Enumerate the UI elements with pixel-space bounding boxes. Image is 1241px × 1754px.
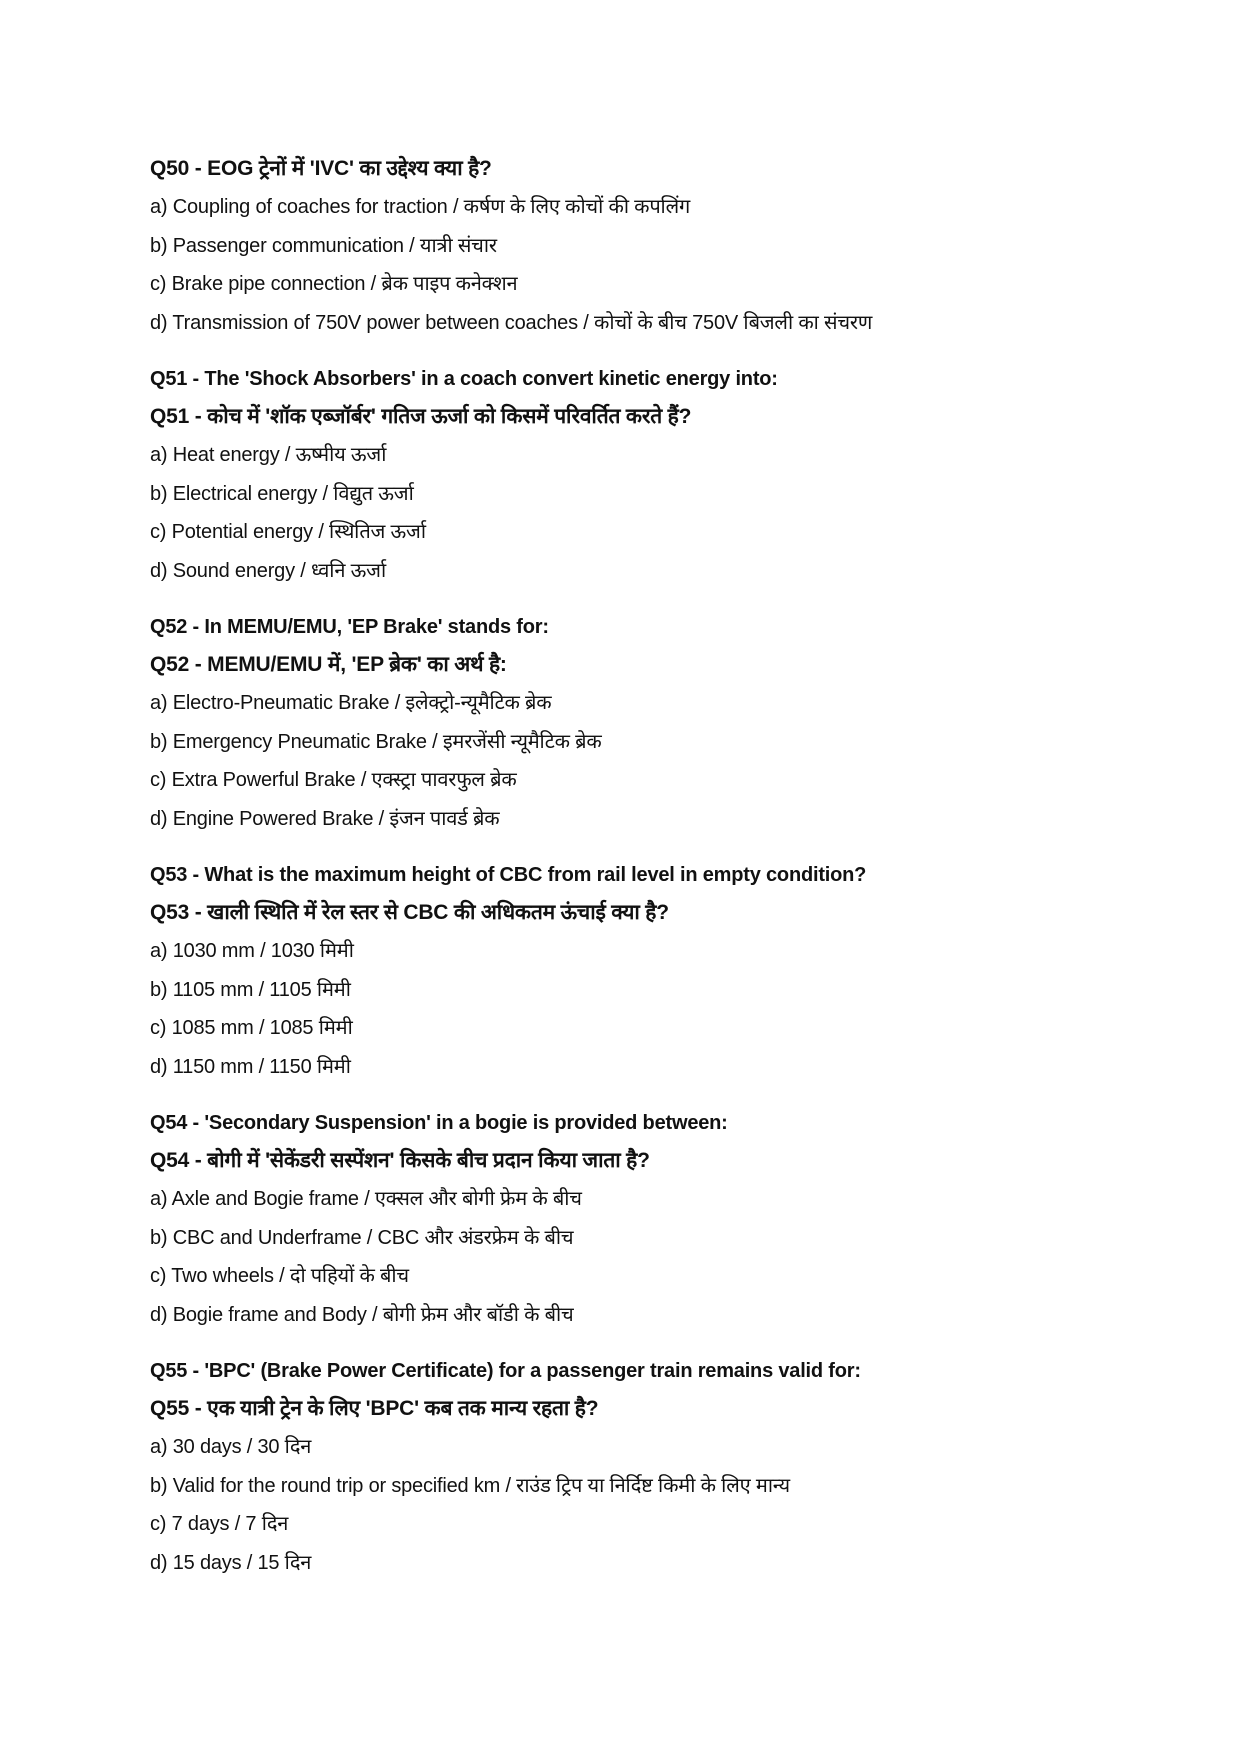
spacer bbox=[150, 1334, 1110, 1352]
document-page bbox=[150, 150, 1110, 1582]
question-text-english: Q55 - 'BPC' (Brake Power Certificate) for a passenger train remains valid for: bbox=[150, 1360, 861, 1382]
spacer bbox=[150, 590, 1110, 608]
option-a: a) Axle and Bogie frame / एक्सल और बोगी फ्रेम के बीच bbox=[150, 1188, 582, 1210]
question-q55 bbox=[150, 1352, 1110, 1582]
option-d: d) Transmission of 750V power between coaches / कोचों के बीच 750V बिजली का संचरण bbox=[150, 311, 873, 334]
option-a: a) 1030 mm / 1030 मिमी bbox=[150, 940, 354, 962]
question-q52 bbox=[150, 608, 1110, 838]
question-q54 bbox=[150, 1104, 1110, 1334]
question-text-hindi: Q51 - कोच में 'शॉक एब्जॉर्बर' गतिज ऊर्जा को किसमें परिवर्तित करते हैं? bbox=[150, 405, 692, 428]
option-b: b) Passenger communication / यात्री संचार bbox=[150, 234, 497, 257]
option-d: d) Engine Powered Brake / इंजन पावर्ड ब्रेक bbox=[150, 807, 500, 830]
option-c: c) 7 days / 7 दिन bbox=[150, 1513, 289, 1535]
question-q51 bbox=[150, 360, 1110, 590]
spacer bbox=[150, 1086, 1110, 1104]
option-a: a) Coupling of coaches for traction / कर्षण के लिए कोचों की कपलिंग bbox=[150, 196, 691, 218]
option-c: c) Extra Powerful Brake / एक्स्ट्रा पावरफुल ब्रेक bbox=[150, 769, 517, 791]
option-a: a) Heat energy / ऊष्मीय ऊर्जा bbox=[150, 444, 387, 466]
option-d: d) Sound energy / ध्वनि ऊर्जा bbox=[150, 559, 386, 582]
option-c: c) Two wheels / दो पहियों के बीच bbox=[150, 1265, 409, 1287]
question-text-english: Q51 - The 'Shock Absorbers' in a coach convert kinetic energy into: bbox=[150, 368, 778, 390]
question-text-english: Q53 - What is the maximum height of CBC from rail level in empty condition? bbox=[150, 864, 867, 886]
option-a: a) 30 days / 30 दिन bbox=[150, 1436, 312, 1458]
question-text-hindi: Q53 - खाली स्थिति में रेल स्तर से CBC की अधिकतम ऊंचाई क्या है? bbox=[150, 901, 669, 924]
option-b: b) 1105 mm / 1105 मिमी bbox=[150, 978, 351, 1001]
question-q53 bbox=[150, 856, 1110, 1086]
question-text-hindi: Q55 - एक यात्री ट्रेन के लिए 'BPC' कब तक मान्य रहता है? bbox=[150, 1397, 599, 1420]
option-c: c) 1085 mm / 1085 मिमी bbox=[150, 1017, 353, 1039]
option-b: b) Valid for the round trip or specified km / राउंड ट्रिप या निर्दिष्ट किमी के लिए मान्य bbox=[150, 1474, 790, 1497]
option-b: b) CBC and Underframe / CBC और अंडरफ्रेम के बीच bbox=[150, 1226, 574, 1249]
question-text-hindi: Q52 - MEMU/EMU में, 'EP ब्रेक' का अर्थ है: bbox=[150, 653, 507, 676]
spacer bbox=[150, 838, 1110, 856]
question-q50 bbox=[150, 150, 1110, 342]
option-d: d) 15 days / 15 दिन bbox=[150, 1551, 312, 1574]
question-text-hindi: Q54 - बोगी में 'सेकेंडरी सस्पेंशन' किसके बीच प्रदान किया जाता है? bbox=[150, 1149, 650, 1172]
option-a: a) Electro-Pneumatic Brake / इलेक्ट्रो-न्यूमैटिक ब्रेक bbox=[150, 692, 552, 714]
question-text-hindi: Q50 - EOG ट्रेनों में 'IVC' का उद्देश्य क्या है? bbox=[150, 157, 492, 180]
option-b: b) Electrical energy / विद्युत ऊर्जा bbox=[150, 482, 414, 505]
option-d: d) 1150 mm / 1150 मिमी bbox=[150, 1055, 351, 1078]
option-c: c) Potential energy / स्थितिज ऊर्जा bbox=[150, 521, 426, 543]
question-text-english: Q54 - 'Secondary Suspension' in a bogie is provided between: bbox=[150, 1112, 728, 1134]
spacer bbox=[150, 342, 1110, 360]
option-c: c) Brake pipe connection / ब्रेक पाइप कनेक्शन bbox=[150, 273, 518, 295]
option-d: d) Bogie frame and Body / बोगी फ्रेम और बॉडी के बीच bbox=[150, 1303, 574, 1326]
option-b: b) Emergency Pneumatic Brake / इमरजेंसी न्यूमैटिक ब्रेक bbox=[150, 730, 602, 753]
question-text-english: Q52 - In MEMU/EMU, 'EP Brake' stands for: bbox=[150, 616, 549, 638]
